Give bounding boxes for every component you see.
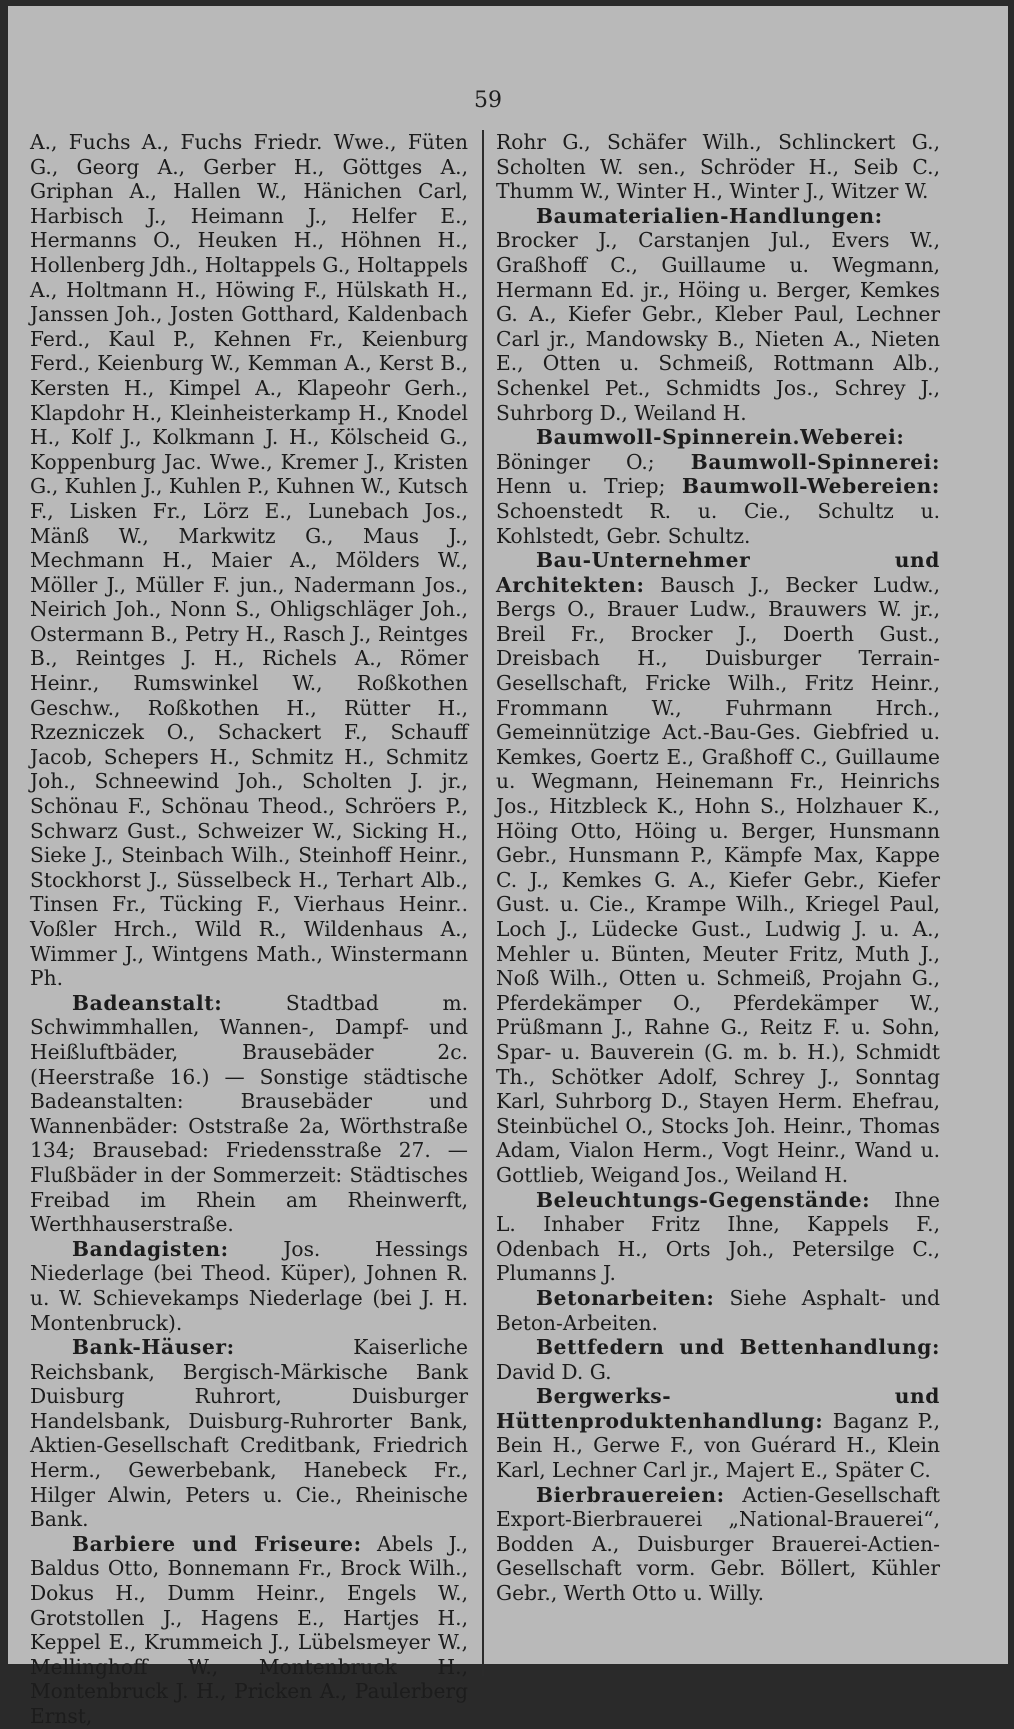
entry-text: Abels J., Baldus Otto, Bonnemann Fr., Brock Wilh., Dokus H., Dumm Heinr., Engels W., Grotstollen J., Hagens E., Hartjes H., Keppel E., Krummeich J., Lübelsmeyer W., Mellinghoff W., Montenbruck H., Montenbruck J. H., Pricken A., Paulerberg Ernst, [30,1531,468,1728]
entry-heading: Baumwoll-Spinnerein.Weberei: [536,425,905,450]
entry-text: Baganz P., Bein H., Gerwe F., von Guérard H., Klein Karl, Lechner Carl jr., Majert E., Später C. [496,1408,940,1483]
entry-text: Henn u. Triep; [496,474,666,499]
surname-list: A., Fuchs A., Fuchs Friedr. Wwe., Füten G., Georg A., Gerber H., Göttges A., Griphan A., Hallen W., Hänichen Carl, Harbisch J., Heimann J., Helfer E., Hermanns O., Heuken H., Höhnen H., Hollenberg Jdh., Holtappels G., Holtappels A., Holtmann H., Höwing F., Hülskath H., Janssen Joh., Josten Gotthard, Kaldenbach Ferd., Kaul P., Kehnen Fr., Keienburg Ferd., Keienburg W., Kemman A., Kerst B., Kersten H., Kimpel A., Klapeohr Gerh., Klapdohr H., Kleinheisterkamp H., Knodel H., Kolf J., Kolkmann J. H., Kölscheid G., Koppenburg Jac. Wwe., Kremer J., Kristen G., Kuhlen J., Kuhlen P., Kuhnen W., Kutsch F., Lisken Fr., Lörz E., Lunebach Jos., Mänß W., Markwitz G., Maus J., Mechmann H., Maier A., Mölders W., Möller J., Müller F. jun., Nadermann Jos., Neirich Joh., Nonn S., Ohligschläger Joh., Ostermann B., Petry H., Rasch J., Reintges B., Reintges J. H., Richels A., Römer Heinr., Rumswinkel W., Roßkothen Geschw., Roßkothen H., Rütter H., Rzezniczek O., Schackert F., Schauff Jacob, Schepers H., Schmitz H., Schmitz Joh., Schneewind Joh., Scholten J. jr., Schönau F., Schönau Theod., Schröers P., Schwarz Gust., Schweizer W., Sicking H., Sieke J., Steinbach Wilh., Steinhoff Heinr., Stockhorst J., Süsselbeck H., Terhart Alb., Tinsen Fr., Tücking F., Vierhaus Heinr.. Voßler Hrch., Wild R., Wildenhaus A., Wimmer J., Wintgens Math., Winstermann Ph. [30,130,468,991]
entry-text: Brocker J., Carstanjen Jul., Evers W., Graßhoff C., Guillaume u. Wegmann, Hermann Ed. jr., Höing u. Berger, Kemkes G. A., Kiefer Gebr., Kleber Paul, Lechner Carl jr., Mandowsky B., Nieten A., Nieten E., Otten u. Schmeiß, Rottmann Alb., Schenkel Pet., Schmidts Jos., Schrey J., Suhrborg D., Weiland H. [496,228,940,425]
entry-subheading: Baumwoll-Spinnerei: [690,449,940,474]
entry-heading: Bandagisten: [72,1236,229,1261]
entry-heading: Bau-Unternehmer und Architekten: [496,548,940,597]
entry-baumwoll [496,425,940,548]
entry-bettfedern [496,1335,940,1384]
page [8,6,1008,1728]
entry-text: Stadtbad m. Schwimmhallen, Wannen-, Dampf- und Heißluftbäder, Brausebäder 2c. (Heerstraße 16.) — Sonstige städtische Badeanstalten: Brausebäder und Wannenbäder: Oststraße 2a, Wörthstraße 134; Brausebad: Friedensstraße 27. — Flußbäder in der Sommerzeit: Städtisches Freibad im Rhein am Rheinwerft, Werthhauserstraße. [30,990,469,1237]
entry-badeanstalt [30,991,468,1237]
entry-bergwerks [496,1384,940,1482]
entry-heading: Bank-Häuser: [72,1335,235,1360]
entry-barbiere [30,1532,468,1729]
left-column [30,130,468,1729]
entry-baumaterialien [496,204,940,425]
entry-text: Kaiserliche Reichsbank, Bergisch-Märkische Bank Duisburg Ruhrort, Duisburger Handelsbank, Duisburg-Ruhrorter Bank, Aktien-Gesellschaft Creditbank, Friedrich Herm., Gewerbebank, Hanebeck Fr., Hilger Alwin, Peters u. Cie., Rheinische Bank. [30,1335,468,1532]
entry-text: Actien-Gesellschaft Export-Bierbrauerei „National-Brauerei“, Bodden A., Duisburger Brauerei-Actien-Gesellschaft vorm. Gebr. Böllert, Kühler Gebr., Werth Otto u. Willy. [496,1482,940,1606]
entry-beleuchtungs [496,1188,940,1286]
entry-heading: Beleuchtungs-Gegenstände: [536,1187,871,1212]
barbiere-continued: Rohr G., Schäfer Wilh., Schlinckert G., Scholten W. sen., Schröder H., Seib C., Thumm W., Winter H., Winter J., Witzer W. [496,130,940,204]
entry-text: Siehe Asphalt- und Beton-Arbeiten. [496,1285,940,1335]
entry-text: Jos. Hessings Niederlage (bei Theod. Küper), Johnen R. u. W. Schievekamps Niederlage (bei J. H. Montenbruck). [30,1236,469,1335]
entry-heading: Bierbrauereien: [536,1482,725,1507]
entry-heading: Baumaterialien-Handlungen: [536,203,883,228]
entry-bierbrauereien [496,1483,940,1606]
entry-subheading: Baumwoll-Webereien: [682,474,940,499]
entry-text: Ihne L. Inhaber Fritz Ihne, Kappels F., Odenbach H., Orts Joh., Petersilge C., Plumanns J. [496,1187,940,1286]
entry-betonarbeiten [496,1286,940,1335]
entry-text: Böninger O.; [496,449,655,474]
entry-heading: Betonarbeiten: [536,1285,715,1310]
entry-bauunternehmer [496,548,940,1187]
column-divider [482,130,484,1676]
entry-bandagisten [30,1237,468,1335]
entry-heading: Bergwerks- und Hüttenproduktenhandlung: [496,1384,940,1433]
right-column [496,130,940,1606]
entry-text: Bausch J., Becker Ludw., Bergs O., Brauer Ludw., Brauwers W. jr., Breil Fr., Brocker J., Doerth Gust., Dreisbach H., Duisburger Terrain-Gesellschaft, Fricke Wilh., Fritz Heinr., Frommann W., Fuhrmann Hrch., Gemeinnützige Act.-Bau-Ges. Giebfried u. Kemkes, Goertz E., Graßhoff C., Guillaume u. Wegmann, Heinemann Fr., Heinrichs Jos., Hitzbleck K., Hohn S., Holzhauer K., Höing Otto, Höing u. Berger, Hunsmann Gebr., Hunsmann P., Kämpfe Max, Kappe C. J., Kemkes G. A., Kiefer Gebr., Kiefer Gust. u. Cie., Krampe Wilh., Kriegel Paul, Loch J., Lüdecke Gust., Ludwig J. u. A., Mehler u. Bünten, Meuter Fritz, Muth J., Noß Wilh., Otten u. Schmeiß, Projahn G., Pferdekämper O., Pferdekämper W., Prüßmann J., Rahne G., Reitz F. u. Sohn, Spar- u. Bauverein (G. m. b. H.), Schmidt Th., Schötker Adolf, Schrey J., Sonntag Karl, Suhrborg D., Stayen Herm. Ehefrau, Steinbüchel O., Stocks Joh. Heinr., Thomas Adam, Vialon Herm., Vogt Heinr., Wand u. Gottlieb, Weigand Jos., Weiland H. [496,572,940,1187]
entry-heading: Barbiere und Friseure: [72,1531,362,1556]
entry-text: Schoenstedt R. u. Cie., Schultz u. Kohlstedt, Gebr. Schultz. [496,498,940,548]
entry-bankhaeuser [30,1335,468,1532]
entry-heading: Badeanstalt: [72,990,223,1015]
entry-heading: Bettfedern und Bettenhandlung: [536,1335,940,1360]
page-number: 59 [474,88,502,113]
entry-text: David D. G. [496,1359,612,1384]
